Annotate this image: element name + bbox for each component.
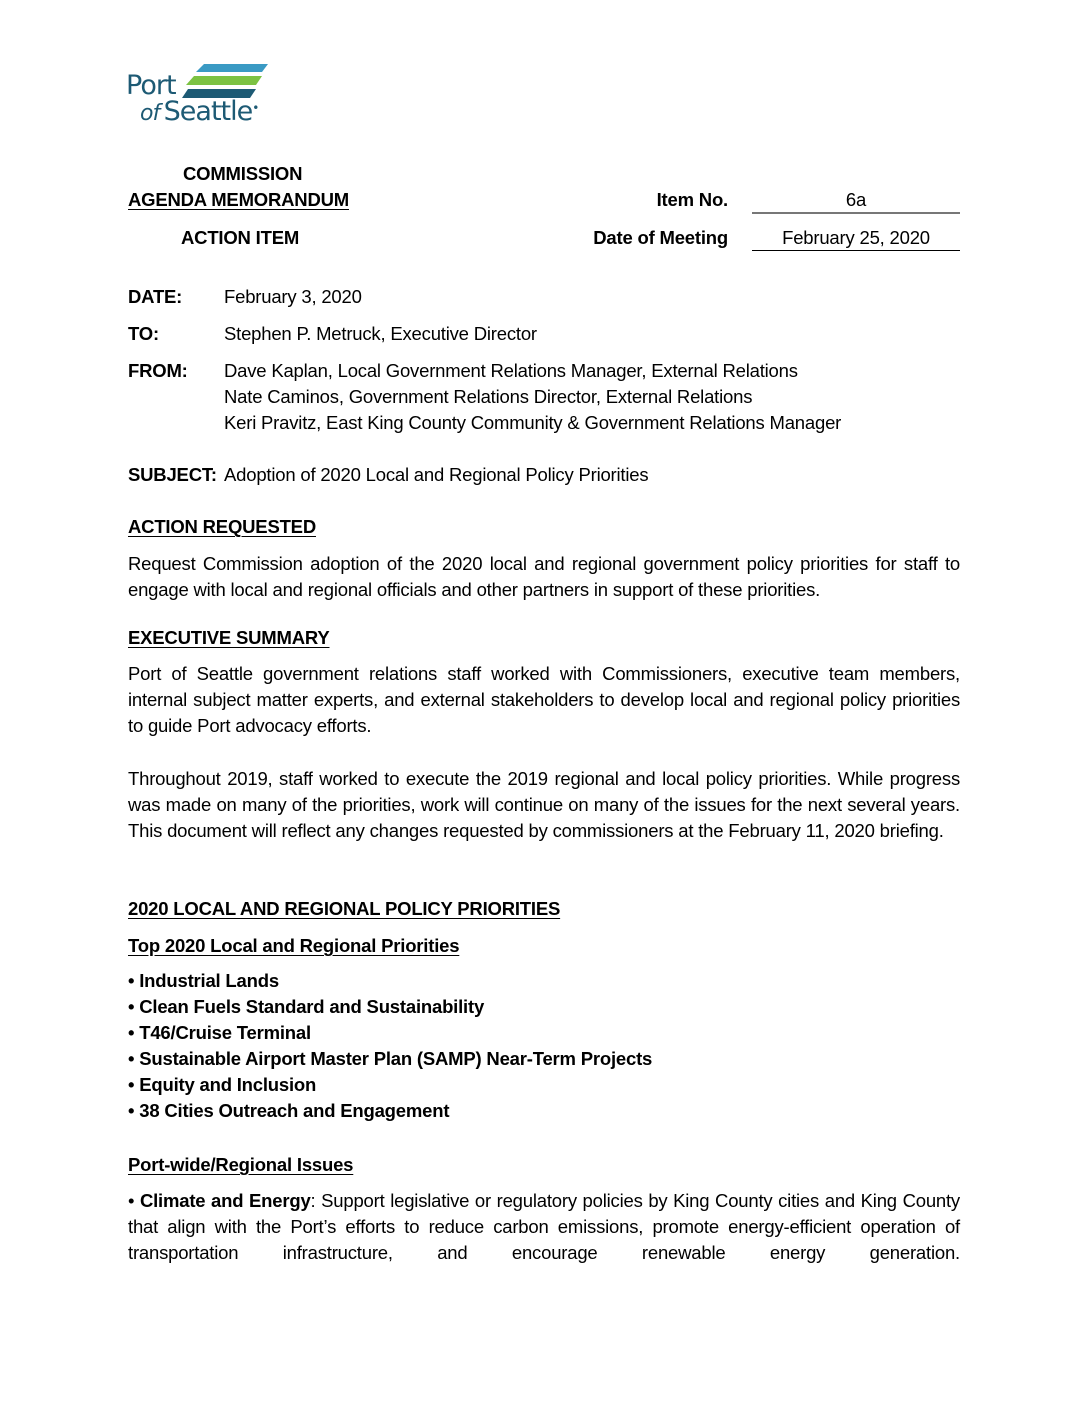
date-value: February 3, 2020 [224, 286, 362, 307]
to-value: Stephen P. Metruck, Executive Director [224, 323, 537, 344]
priorities-heading: 2020 LOCAL AND REGIONAL POLICY PRIORITIES [128, 898, 561, 919]
list-item [128, 1046, 652, 1072]
list-item-text: Sustainable Airport Master Plan (SAMP) Near-Term Projects [139, 1048, 653, 1069]
subject-label: SUBJECT: [128, 464, 217, 485]
from-value-2: Nate Caminos, Government Relations Director, External Relations [224, 386, 753, 407]
list-item-text: Clean Fuels Standard and Sustainability [139, 996, 485, 1017]
bullet: • [128, 970, 135, 991]
bullet: • [128, 996, 135, 1017]
climate-energy-body: : Support legislative or regulatory policies by King County cities and King County that align with the Port’s efforts to reduce carbon emissions, promote energy-efficient operation of transportation infrastructure, and encourage renewable energy generation. [128, 1190, 960, 1263]
climate-energy-paragraph [128, 1188, 960, 1266]
logo-dot: • [252, 101, 259, 115]
list-item [128, 968, 652, 994]
list-item-text: Industrial Lands [139, 970, 279, 991]
port-of-seattle-logo [126, 62, 276, 128]
item-no-underline [752, 212, 960, 214]
list-item [128, 1072, 652, 1098]
list-item-text: Equity and Inclusion [139, 1074, 317, 1095]
commission-label: COMMISSION [183, 163, 303, 184]
item-no-value: 6a [845, 189, 867, 210]
date-of-meeting-underline [752, 250, 960, 251]
list-item-text: T46/Cruise Terminal [139, 1022, 311, 1043]
action-requested-heading: ACTION REQUESTED [128, 516, 316, 537]
date-of-meeting-value: February 25, 2020 [782, 227, 930, 248]
list-item [128, 1020, 652, 1046]
to-label: TO: [128, 323, 159, 344]
subject-value: Adoption of 2020 Local and Regional Policy Priorities [224, 464, 649, 485]
agenda-memorandum-label: AGENDA MEMORANDUM [128, 189, 349, 210]
bullet: • [128, 1190, 135, 1211]
logo-of-text: of [140, 101, 160, 126]
list-item [128, 994, 652, 1020]
item-no-label: Item No. [656, 189, 728, 210]
action-item-label: ACTION ITEM [181, 227, 300, 248]
date-of-meeting-label: Date of Meeting [593, 227, 728, 248]
list-item-text: 38 Cities Outreach and Engagement [139, 1100, 450, 1121]
logo-port-text: Port [126, 70, 176, 101]
from-value-1: Dave Kaplan, Local Government Relations Manager, External Relations [224, 360, 798, 381]
executive-summary-para-2: Throughout 2019, staff worked to execute the 2019 regional and local policy priorities. While progress was made on many of the priorities, work will continue on many of the issues for the next several years. This document will reflect any changes requested by commissioners at the February 11, 2020 briefing. [128, 768, 960, 841]
list-item [128, 1098, 652, 1124]
executive-summary-heading: EXECUTIVE SUMMARY [128, 627, 330, 648]
date-label: DATE: [128, 286, 183, 307]
top-priorities-heading: Top 2020 Local and Regional Priorities [128, 935, 460, 956]
logo-seattle-text: Seattle [163, 96, 253, 127]
bullet: • [128, 1048, 135, 1069]
portwide-heading: Port-wide/Regional Issues [128, 1154, 354, 1175]
from-value-3: Keri Pravitz, East King County Community & Government Relations Manager [224, 412, 842, 433]
bullet: • [128, 1074, 135, 1095]
from-label: FROM: [128, 360, 188, 381]
action-requested-body: Request Commission adoption of the 2020 local and regional government policy priorities for staff to engage with local and regional officials and other partners in support of these priorities. [128, 553, 960, 600]
executive-summary-para-1: Port of Seattle government relations staff worked with Commissioners, executive team members, internal subject matter experts, and external stakeholders to develop local and regional policy priorities to guide Port advocacy efforts. [128, 663, 960, 736]
climate-energy-title: Climate and Energy [139, 1190, 311, 1211]
bullet: • [128, 1100, 135, 1121]
bullet: • [128, 1022, 135, 1043]
top-priorities-list [128, 968, 652, 1124]
